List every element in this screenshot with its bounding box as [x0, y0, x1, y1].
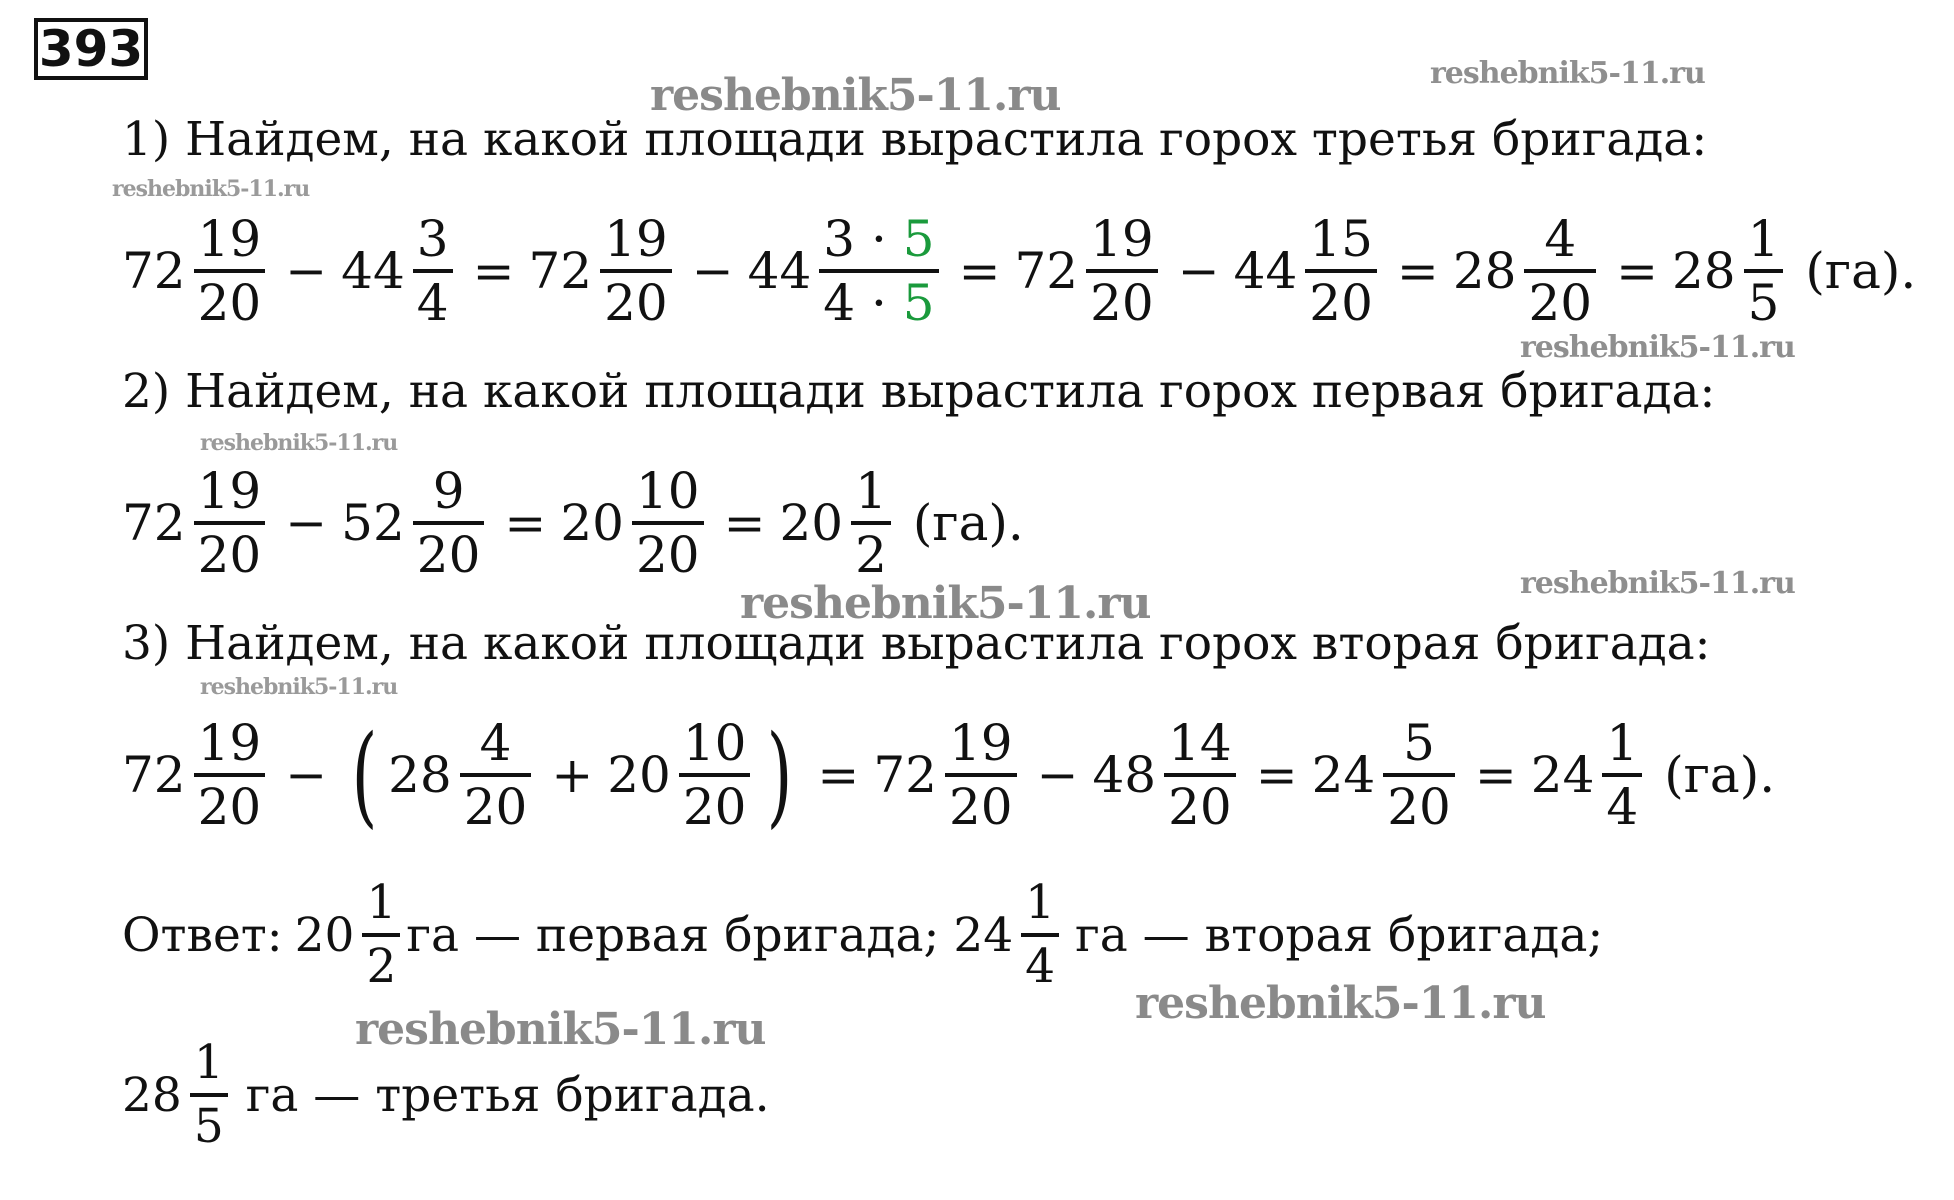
fraction — [194, 461, 266, 585]
numerator: 19 — [1090, 210, 1154, 268]
mixed-whole: 20 — [294, 907, 355, 963]
mixed-whole: 44 — [1233, 242, 1298, 300]
equals-sign: = — [1474, 746, 1517, 804]
numerator: 19 — [197, 462, 262, 520]
step2-heading: 2) Найдем, на какой площади вырастила горох первая бригада: — [122, 364, 1716, 419]
answer-second-text: га — вторая бригада; — [1075, 907, 1604, 963]
watermark: reshebnik5-11.ru — [650, 70, 1061, 121]
unit-label: (га). — [1664, 746, 1776, 804]
equals-sign: = — [723, 494, 766, 552]
denominator: 20 — [1383, 773, 1455, 837]
numerator — [819, 209, 938, 269]
mixed-whole: 20 — [607, 746, 671, 804]
mixed-whole: 44 — [341, 242, 405, 300]
fraction — [679, 713, 751, 837]
numerator: 14 — [1168, 714, 1232, 772]
denominator: 20 — [194, 269, 266, 333]
fraction — [1524, 209, 1596, 333]
mixed-whole: 28 — [388, 746, 452, 804]
step2-expression — [122, 448, 1024, 598]
mixed-whole: 72 — [122, 494, 186, 552]
equals-sign: = — [504, 494, 547, 552]
minus-sign: − — [285, 242, 328, 300]
denominator: 20 — [194, 521, 266, 585]
numerator: 1 — [366, 875, 397, 930]
denominator: 20 — [413, 521, 485, 585]
mixed-whole: 20 — [560, 494, 624, 552]
mixed-whole: 44 — [747, 242, 812, 300]
watermark: reshebnik5-11.ru — [355, 1004, 766, 1055]
problem-number: 393 — [34, 18, 148, 80]
numerator: 10 — [635, 462, 700, 520]
denominator: 20 — [1524, 269, 1596, 333]
fraction — [194, 713, 266, 837]
plus-sign: + — [551, 746, 594, 804]
answer-line-2 — [122, 1020, 770, 1170]
denominator: 4 — [413, 269, 453, 333]
numerator-base: 3 · — [823, 210, 903, 268]
fraction — [362, 873, 400, 997]
fraction — [851, 461, 891, 585]
mixed-whole: 24 — [953, 907, 1014, 963]
denominator: 2 — [362, 933, 400, 997]
fraction — [413, 209, 453, 333]
numerator: 1 — [1025, 875, 1056, 930]
mixed-whole: 20 — [779, 494, 844, 552]
answer-first-text: га — первая бригада; — [406, 907, 940, 963]
numerator: 5 — [1403, 714, 1435, 772]
multiplier: 5 — [902, 210, 935, 268]
mixed-whole: 72 — [1014, 242, 1079, 300]
numerator: 4 — [1544, 210, 1577, 268]
numerator: 4 — [479, 714, 512, 772]
equals-sign: = — [1616, 242, 1658, 300]
watermark: reshebnik5-11.ru — [112, 176, 310, 202]
numerator: 19 — [197, 714, 262, 772]
denominator-base: 4 · — [823, 274, 903, 332]
right-parenthesis: ) — [767, 711, 793, 839]
denominator: 20 — [632, 521, 704, 585]
denominator: 20 — [460, 773, 532, 837]
watermark: reshebnik5-11.ru — [1430, 56, 1705, 91]
fraction — [1086, 209, 1158, 333]
fraction — [460, 713, 532, 837]
step3-expression — [122, 700, 1775, 850]
denominator: 4 — [1602, 773, 1642, 837]
fraction — [1744, 209, 1784, 333]
equals-sign: = — [1396, 242, 1439, 300]
denominator: 20 — [1305, 269, 1377, 333]
watermark: reshebnik5-11.ru — [1520, 566, 1795, 601]
fraction — [194, 209, 266, 333]
denominator: 20 — [194, 773, 266, 837]
left-parenthesis: ( — [351, 711, 378, 839]
denominator: 5 — [1744, 269, 1784, 333]
fraction — [1305, 209, 1377, 333]
multiplier: 5 — [902, 274, 935, 332]
fraction — [600, 209, 672, 333]
equals-sign: = — [472, 242, 515, 300]
watermark: reshebnik5-11.ru — [740, 578, 1151, 629]
numerator: 1 — [1747, 210, 1780, 268]
minus-sign: − — [285, 746, 328, 804]
mixed-whole: 28 — [122, 1067, 182, 1123]
minus-sign: − — [691, 242, 734, 300]
watermark: reshebnik5-11.ru — [1135, 978, 1546, 1029]
equals-sign: = — [1255, 746, 1298, 804]
watermark: reshebnik5-11.ru — [200, 674, 398, 700]
numerator: 9 — [432, 462, 465, 520]
mixed-whole: 48 — [1092, 746, 1157, 804]
fraction — [1021, 873, 1059, 997]
denominator: 20 — [679, 773, 751, 837]
denominator: 20 — [945, 773, 1017, 837]
step3-heading: 3) Найдем, на какой площади вырастила горох вторая бригада: — [122, 616, 1711, 671]
mixed-whole: 72 — [122, 746, 186, 804]
numerator: 3 — [416, 210, 449, 268]
mixed-whole: 24 — [1530, 746, 1595, 804]
unit-label: (га). — [912, 494, 1024, 552]
numerator: 15 — [1309, 210, 1373, 268]
denominator — [819, 269, 938, 333]
fraction — [945, 713, 1017, 837]
mixed-whole: 72 — [873, 746, 937, 804]
numerator: 1 — [1606, 714, 1639, 772]
numerator: 1 — [193, 1035, 224, 1090]
denominator: 20 — [1086, 269, 1158, 333]
mixed-whole: 28 — [1671, 242, 1736, 300]
mixed-whole: 28 — [1452, 242, 1517, 300]
denominator: 2 — [851, 521, 891, 585]
mixed-whole: 52 — [341, 494, 405, 552]
numerator: 10 — [682, 714, 747, 772]
minus-sign: − — [285, 494, 328, 552]
fraction — [1164, 713, 1236, 837]
mixed-whole: 72 — [122, 242, 186, 300]
fraction — [632, 461, 704, 585]
unit-label: (га). — [1805, 242, 1917, 300]
denominator: 20 — [600, 269, 672, 333]
fraction — [1383, 713, 1455, 837]
numerator: 19 — [948, 714, 1013, 772]
numerator: 1 — [855, 462, 887, 520]
denominator: 20 — [1164, 773, 1236, 837]
mixed-whole: 72 — [528, 242, 593, 300]
answer-label: Ответ: — [122, 907, 283, 963]
step1-heading: 1) Найдем, на какой площади вырастила горох третья бригада: — [122, 112, 1708, 167]
minus-sign: − — [1036, 746, 1079, 804]
equals-sign: = — [958, 242, 1001, 300]
numerator: 19 — [604, 210, 668, 268]
mixed-whole: 24 — [1311, 746, 1376, 804]
minus-sign: − — [1177, 242, 1220, 300]
denominator: 5 — [190, 1093, 228, 1157]
numerator: 19 — [197, 210, 262, 268]
fraction — [413, 461, 485, 585]
denominator: 4 — [1021, 933, 1059, 997]
fraction — [1602, 713, 1642, 837]
fraction — [819, 209, 938, 333]
fraction — [190, 1033, 228, 1157]
step1-expression — [122, 196, 1916, 346]
watermark: reshebnik5-11.ru — [200, 430, 398, 456]
answer-third-text: га — третья бригада. — [245, 1067, 770, 1123]
equals-sign: = — [817, 746, 860, 804]
answer-line-1 — [122, 860, 1603, 1010]
watermark: reshebnik5-11.ru — [1520, 330, 1795, 365]
